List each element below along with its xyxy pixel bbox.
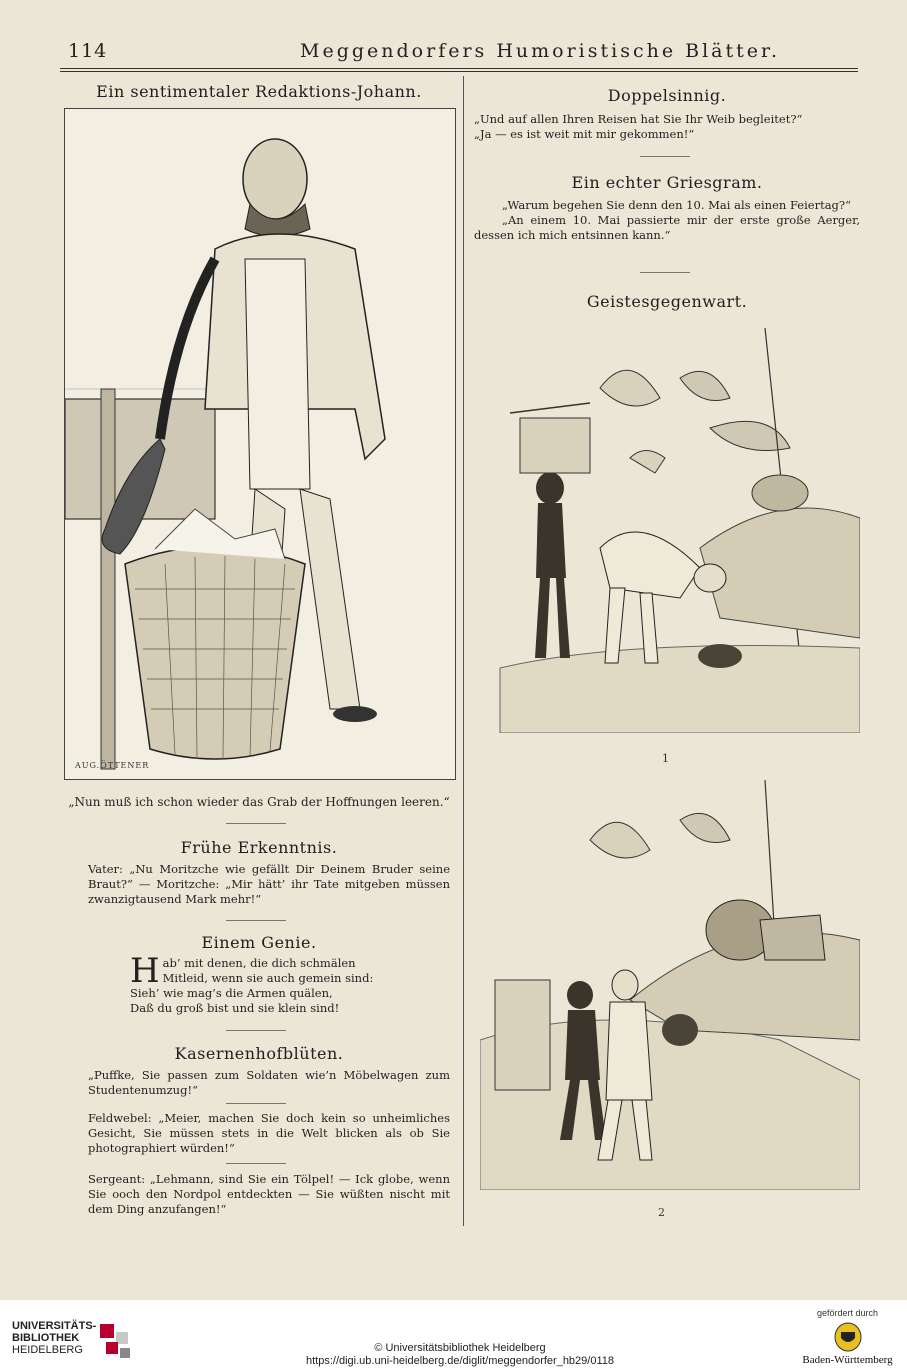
library-line: UNIVERSITÄTS- [12, 1320, 97, 1332]
sponsor-block [795, 1308, 900, 1366]
paragraph: „Ja — es ist weit mit mir gekommen!“ [474, 127, 695, 141]
poem-line: Sieh’ wie mag’s die Armen quälen, [130, 986, 333, 1000]
poem-line: Mitleid, wenn sie auch gemein sind: [162, 971, 374, 985]
figure-number-2: 2 [658, 1206, 665, 1219]
article-title-fruehe-erkenntnis: Frühe Erkenntnis. [180, 838, 338, 857]
article-title-doppelsinnig: Doppelsinnig. [607, 86, 727, 105]
jungle-scene-1-drawing [480, 318, 860, 733]
permalink[interactable]: https://digi.ub.uni-heidelberg.de/diglit/meggendorfer_hb29/0118 [305, 1355, 615, 1367]
divider [226, 1030, 286, 1031]
footer [0, 1300, 907, 1369]
artist-signature: AUG.ÖTTENER [75, 761, 150, 770]
article-title-kasernenhofblueten: Kasernenhofblüten. [174, 1044, 344, 1063]
poem-einem-genie [130, 951, 430, 1016]
copyright-text: © Universitätsbibliothek Heidelberg [374, 1342, 546, 1354]
library-name [12, 1320, 96, 1356]
divider [640, 272, 690, 273]
sponsor-name: Baden-Württemberg [802, 1354, 893, 1366]
illustration-office-servant [64, 108, 456, 780]
caption-redaktions-johann: „Nun muß ich schon wieder das Grab der Hoffnungen leeren.“ [68, 795, 450, 809]
article-text-doppelsinnig [474, 112, 860, 142]
poem-line: ab’ mit denen, die dich schmälen [162, 956, 356, 970]
article-text-kasernenhofblueten-2 [88, 1111, 450, 1156]
sponsor-label: gefördert durch [816, 1308, 879, 1318]
article-title-griesgram: Ein echter Griesgram. [571, 173, 763, 192]
jungle-scene-2-drawing [480, 780, 860, 1190]
paragraph: Vater: „Nu Moritzche wie gefällt Dir Deinem Bruder seine Braut?“ — Moritzche: „Mir hätt’ ihr Tate mitgeben müssen zwanzigtausend Mark mehr!“ [88, 862, 450, 906]
column-divider [463, 76, 464, 1226]
divider [640, 156, 690, 157]
article-title-geistesgegenwart: Geistesgegenwart. [586, 292, 748, 311]
library-emblem-icon [98, 1322, 138, 1364]
library-line: HEIDELBERG [12, 1344, 83, 1356]
divider [226, 920, 286, 921]
divider [226, 1103, 286, 1104]
header-rule [60, 68, 858, 72]
paragraph: „Puffke, Sie passen zum Soldaten wie’n Möbelwagen zum Studentenumzug!“ [88, 1068, 450, 1097]
article-title-einem-genie: Einem Genie. [201, 933, 317, 952]
page-number: 114 [68, 40, 108, 62]
paragraph: „Warum begehen Sie denn den 10. Mai als einen Feiertag?“ [502, 198, 851, 212]
illustration-geistesgegenwart-2 [480, 780, 860, 1190]
library-line: BIBLIOTHEK [12, 1332, 80, 1344]
office-servant-drawing [65, 109, 455, 779]
state-crest-icon [833, 1322, 863, 1352]
journal-title: Meggendorfers Humoristische Blätter. [300, 40, 781, 62]
poem-line: Daß du groß bist und sie klein sind! [130, 1001, 340, 1015]
article-text-kasernenhofblueten-3 [88, 1172, 450, 1217]
article-text-griesgram [474, 198, 860, 243]
paragraph: „Und auf allen Ihren Reisen hat Sie Ihr Weib begleitet?“ [474, 112, 803, 126]
running-head [60, 38, 860, 68]
illustration-geistesgegenwart-1 [480, 318, 860, 733]
library-logo[interactable] [12, 1320, 132, 1364]
divider [226, 1163, 286, 1164]
drop-cap: H [130, 951, 160, 991]
article-text-kasernenhofblueten-1 [88, 1068, 450, 1098]
paragraph: Sergeant: „Lehmann, sind Sie ein Tölpel! — Ick globe, wenn Sie ooch den Nordpol entdeckten — Sie wüßten nischt mit dem Ding anzufangen!“ [88, 1172, 450, 1216]
paragraph: „An einem 10. Mai passierte mir der erste große Aerger, dessen ich mich entsinnen kann.“ [474, 213, 860, 242]
divider [226, 823, 286, 824]
figure-number-1: 1 [662, 752, 669, 765]
article-title-redaktions-johann: Ein sentimentaler Redaktions-Johann. [96, 82, 422, 101]
article-text-fruehe-erkenntnis [88, 862, 450, 907]
copyright-notice [250, 1342, 670, 1368]
paragraph: Feldwebel: „Meier, machen Sie doch kein so unheimliches Gesicht, Sie müssen stets in die Welt blicken als ob Sie photographiert würden!“ [88, 1111, 450, 1155]
